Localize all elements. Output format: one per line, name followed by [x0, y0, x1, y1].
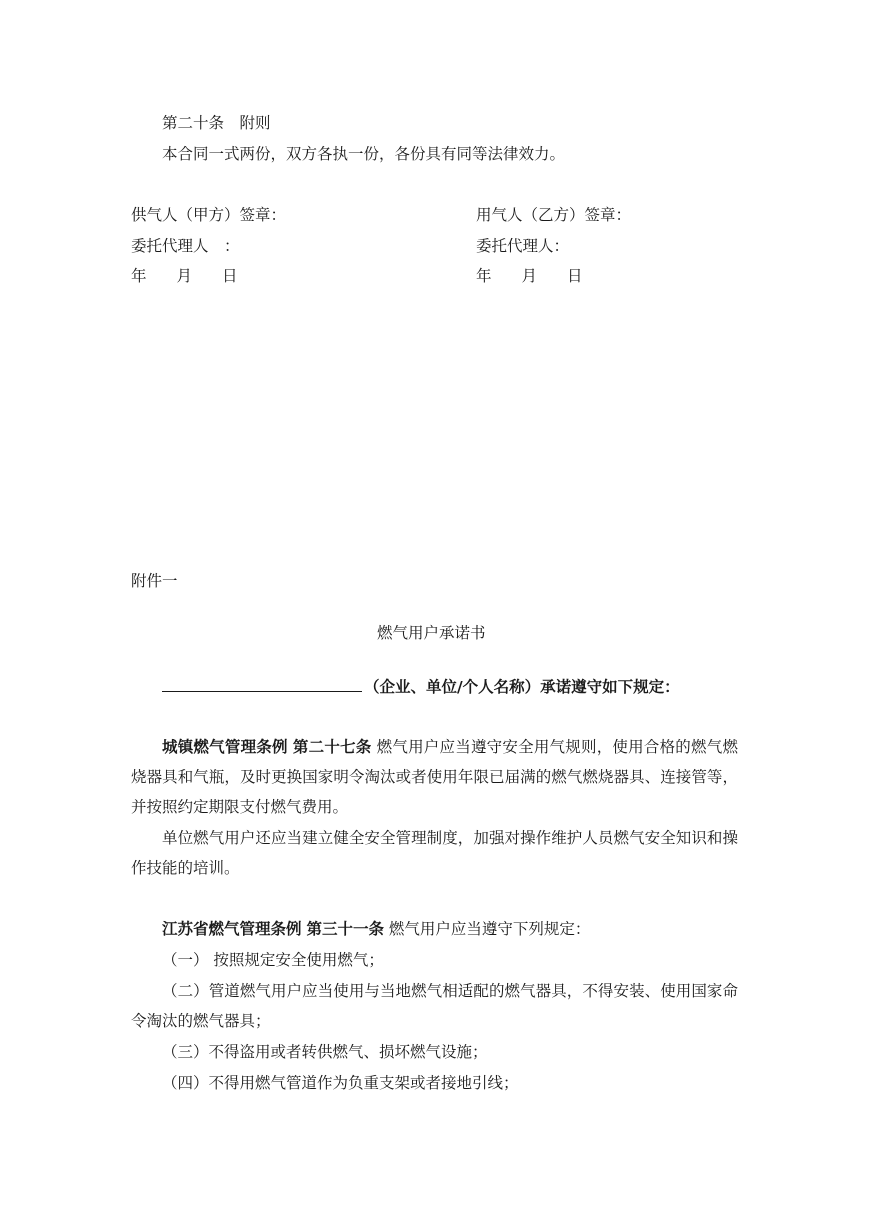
party-b-month: 月 — [521, 267, 538, 285]
pledge-text: （企业、单位/个人名称）承诺遵守如下规定： — [364, 678, 680, 696]
party-b-day: 日 — [567, 267, 583, 285]
regulation-1-paragraph — [131, 732, 738, 822]
attachment-title: 燃气用户承诺书 — [377, 624, 486, 642]
regulation-2-item-1: （一） 按照规定安全使用燃气； — [162, 951, 384, 969]
party-b-seal-label: 用气人（乙方）签章： — [476, 206, 632, 224]
party-b-agent-label: 委托代理人： — [476, 237, 570, 255]
party-a-date-line — [131, 269, 238, 285]
regulation-2-paragraph — [131, 914, 738, 944]
article-text: 本合同一式两份，双方各执一份，各份具有同等法律效力。 — [162, 145, 566, 163]
party-b-year: 年 — [476, 267, 492, 285]
party-a-month: 月 — [176, 267, 193, 285]
regulation-2-item-4: （四）不得用燃气管道作为负重支架或者接地引线； — [162, 1074, 519, 1092]
party-a-year: 年 — [131, 267, 147, 285]
regulation-1-text: 燃气用户应当遵守安全用气规则，使用合格的燃气燃烧器具和气瓶，及时更换国家明令淘汰或者使用年限已届满的燃气燃烧器具、连接管等，并按照约定期限支付燃气费用。 — [131, 738, 738, 816]
regulation-2-article: 第三十一条 — [306, 920, 384, 938]
party-b-date-line — [476, 269, 583, 285]
party-a-agent-label: 委托代理人 ： — [131, 237, 240, 255]
party-a-seal-label: 供气人（甲方）签章： — [131, 206, 287, 224]
name-blank-line — [162, 677, 362, 692]
party-a-day: 日 — [222, 267, 238, 285]
article-heading: 第二十条 附则 — [162, 114, 271, 132]
regulation-1-name: 城镇燃气管理条例 — [162, 738, 288, 756]
regulation-2-item-2: （二）管道燃气用户应当使用与当地燃气相适配的燃气器具，不得安装、使用国家命令淘汰的燃气器具； — [131, 982, 738, 1030]
attachment-label: 附件一 — [131, 572, 178, 590]
regulation-1-paragraph-2: 单位燃气用户还应当建立健全安全管理制度，加强对操作维护人员燃气安全知识和操作技能的培训。 — [131, 829, 738, 877]
regulation-2-text: 燃气用户应当遵守下列规定： — [388, 920, 591, 938]
regulation-2-name: 江苏省燃气管理条例 — [162, 920, 302, 938]
regulation-2-item-3: （三）不得盗用或者转供燃气、损坏燃气设施； — [162, 1043, 488, 1061]
regulation-1-article: 第二十七条 — [292, 738, 372, 756]
pledge-line — [162, 677, 680, 696]
